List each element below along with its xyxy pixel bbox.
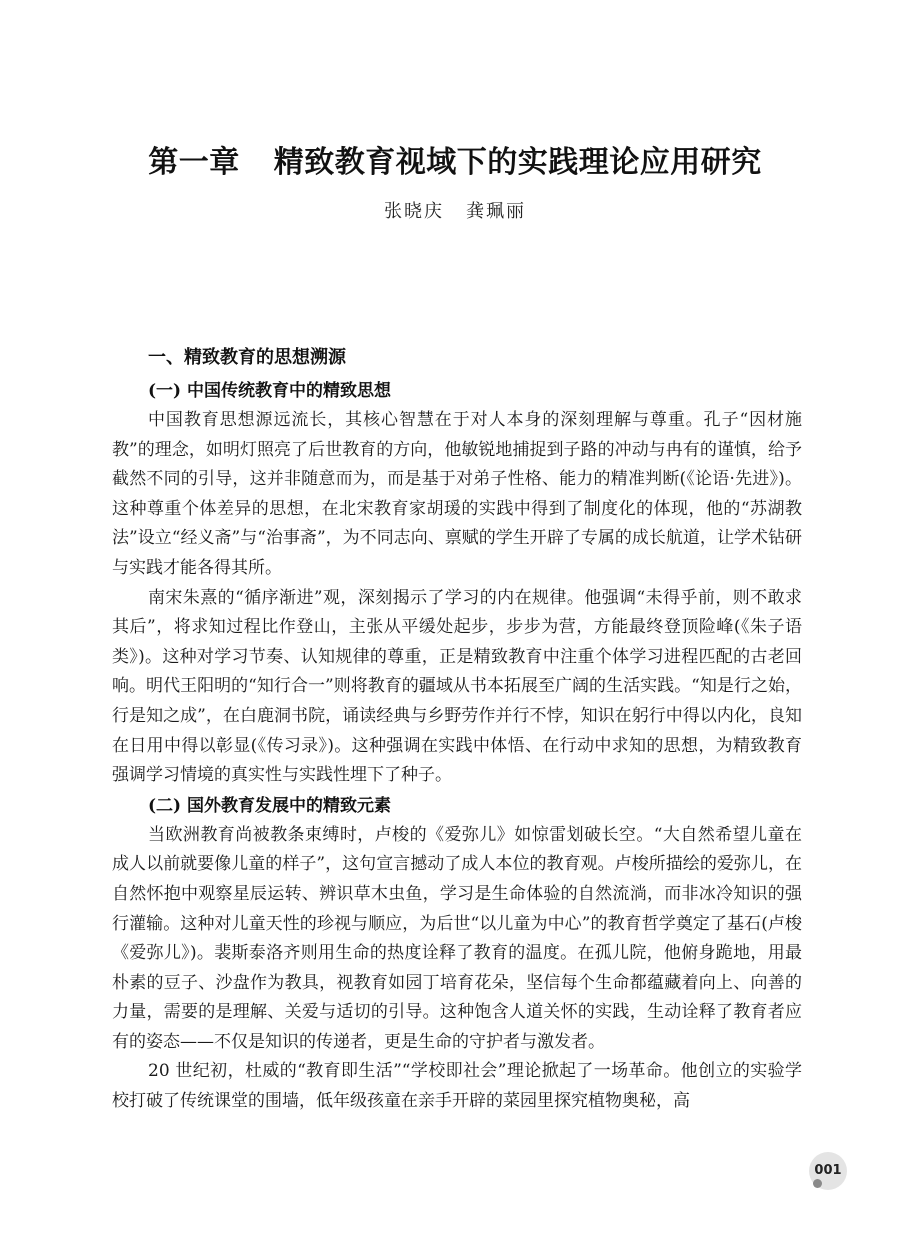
paragraph: 当欧洲教育尚被教条束缚时，卢梭的《爱弥儿》如惊雷划破长空。“大自然希望儿童在成人以前就要像儿童的样子”，这句宣言撼动了成人本位的教育观。卢梭所描绘的爱弥儿，在自然怀抱中观察星辰运转、辨识草木虫鱼，学习是生命体验的自然流淌，而非冰冷知识的强行灌输。这种对儿童天性的珍视与顺应，为后世“以儿童为中心”的教育哲学奠定了基石(卢梭《爱弥儿》)。裴斯泰洛齐则用生命的热度诠释了教育的温度。在孤儿院，他俯身跪地，用最朴素的豆子、沙盘作为教具，视教育如园丁培育花朵，坚信每个生命都蕴藏着向上、向善的力量，需要的是理解、关爱与适切的引导。这种饱含人道关怀的实践，生动诠释了教育者应有的姿态——不仅是知识的传递者，更是生命的守护者与激发者。 bbox=[112, 824, 802, 1052]
chapter-label: 第一章 bbox=[148, 145, 240, 180]
page-number-badge: 001 bbox=[809, 1152, 847, 1190]
subsection-heading: (一) 中国传统教育中的精致思想 bbox=[148, 381, 392, 401]
subsection-heading: (二) 国外教育发展中的精致元素 bbox=[148, 795, 392, 816]
paragraph: 20 世纪初，杜威的“教育即生活”“学校即社会”理论掀起了一场革命。他创立的实验学校打破了传统课堂的围墙，低年级孩童在亲手开辟的菜园里探究植物奥秘，高 bbox=[112, 1061, 802, 1112]
author-name: 张晓庆 bbox=[384, 201, 444, 222]
page-number-dot bbox=[813, 1179, 822, 1188]
paragraph: 南宋朱熹的“循序渐进”观，深刻揭示了学习的内在规律。他强调“未得乎前，则不敢求其后”，将求知过程比作登山，主张从平缓处起步，步步为营，方能最终登顶险峰(《朱子语类》)。这种对学习节奏、认知规律的尊重，正是精致教育中注重个体学习进程匹配的古老回响。明代王阳明的“知行合一”则将教育的疆域从书本拓展至广阔的生活实践。“知是行之始，行是知之成”，在白鹿洞书院，诵读经典与乡野劳作并行不悖，知识在躬行中得以内化，良知在日用中得以彰显(《传习录》)。这种强调在实践中体悟、在行动中求知的思想，为精致教育强调学习情境的真实性与实践性埋下了种子。 bbox=[112, 587, 802, 786]
author-name: 龚珮丽 bbox=[466, 201, 526, 222]
paragraph: 中国教育思想源远流长，其核心智慧在于对人本身的深刻理解与尊重。孔子“因材施教”的理念，如明灯照亮了后世教育的方向，他敏锐地捕捉到子路的冲动与冉有的谨慎，给予截然不同的引导，这并非随意而为，而是基于对弟子性格、能力的精准判断(《论语·先进》)。这种尊重个体差异的思想，在北宋教育家胡瑗的实践中得到了制度化的体现，他的“苏湖教法”设立“经义斋”与“治事斋”，为不同志向、禀赋的学生开辟了专属的成长航道，让学术钻研与实践才能各得其所。 bbox=[112, 410, 802, 578]
body-text bbox=[112, 340, 802, 1117]
section-heading: 一、精致教育的思想溯源 bbox=[148, 347, 346, 368]
author-line bbox=[0, 199, 900, 225]
chapter-title bbox=[0, 143, 900, 183]
chapter-title-text: 精致教育视域下的实践理论应用研究 bbox=[273, 145, 762, 180]
